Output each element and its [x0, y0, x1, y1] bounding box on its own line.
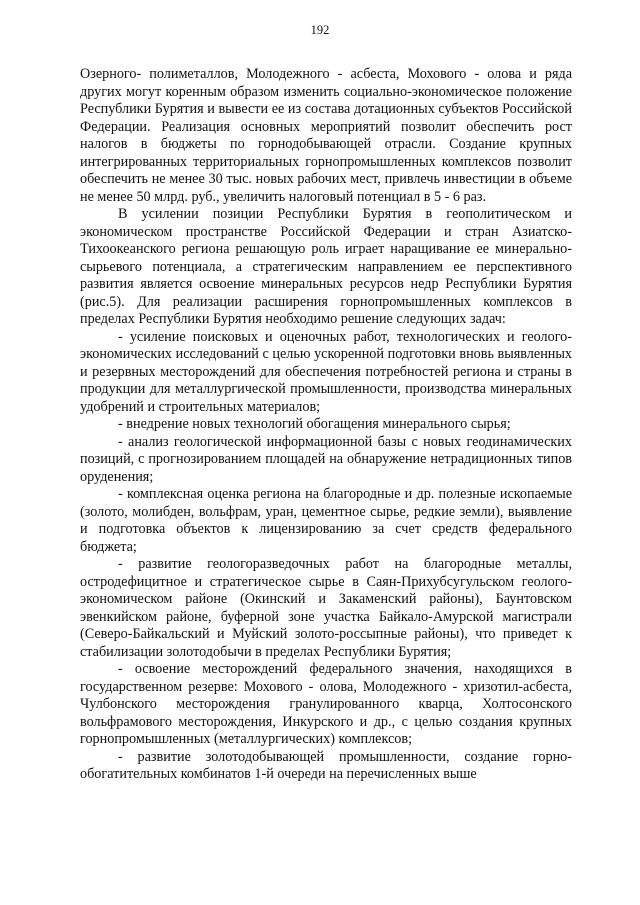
page-number: 192 — [310, 23, 330, 37]
list-item-exploration: - усиление поисковых и оценочных работ, технологических и геолого-экономических исследований с целью ускоренной подготовки вновь выявленных и резервных месторождений для обеспечения потребностей региона и страны в продукции для металлургической промышленности, производства минеральных удобрений и строительных материалов; — [80, 328, 572, 415]
list-item-technologies: - внедрение новых технологий обогащения минерального сырья; — [118, 416, 511, 432]
document-body — [80, 66, 572, 784]
paragraph-intro: В усилении позиции Республики Бурятия в геополитическом и экономическом пространстве Российской Федерации и стран Азиатско-Тихоокеанского региона решающую роль играет наращивание ее минерально-сырьевого потенциала, а стратегическим направлением ее перспективного развития является освоение минеральных ресурсов недр Республики Бурятия (рис.5). Для реализации расширения горнопромышленных комплексов в пределах Республики Бурятия необходимо решение следующих задач: — [80, 206, 572, 327]
list-item-geological-works: - развитие геологоразведочных работ на благородные металлы, остродефицитное и стратегическое сырье в Саян-Прихубсугульском геолого-экономическом районе (Окинский и Закаменский районы), Баунтовском эвенкийском районе, буферной зоне участка Байкало-Амурской магистрали (Северо-Байкальский и Муйский золото-россыпные районы), что приведет к стабилизации золотодобычи в пределах Республики Бурятия; — [80, 556, 572, 660]
list-item-analysis: - анализ геологической информационной базы с новых геодинамических позиций, с прогнозированием площадей на обнаружение нетрадиционных типов оруденения; — [80, 433, 572, 485]
list-item-deposits: - освоение месторождений федерального значения, находящихся в государственном резерве: Мохового - олова, Молодежного - хризотил-асбеста, Чулбонского месторождения гранулированного кварца, Холтосонского вольфрамового месторождения, Инкурского и др., с целью создания крупных горнопромышленных (металлургических) комплексов; — [80, 661, 572, 747]
list-item-gold-mining: - развитие золотодобывающей промышленности, создание горно-обогатительных комбинатов 1-й очереди на перечисленных выше — [80, 748, 572, 782]
paragraph-continuation: Озерного- полиметаллов, Молодежного - асбеста, Мохового - олова и ряда других могут коренным образом изменить социально-экономическое положение Республики Бурятия и вывести ее из состава дотационных субъектов Российской Федерации. Реализация основных мероприятий позволит обеспечить рост налогов в бюджеты по горнодобывающей отрасли. Создание крупных интегрированных территориальных горнопромышленных комплексов позволит обеспечить не менее 30 тыс. новых рабочих мест, привлечь инвестиции в объеме не менее 50 млрд. руб., увеличить налоговый потенциал в 5 - 6 раз. — [80, 66, 572, 205]
list-item-assessment: - комплексная оценка региона на благородные и др. полезные ископаемые (золото, молибден, вольфрам, уран, цементное сырье, редкие земли), выявление и подготовка объектов к лицензированию за счет средств федерального бюджета; — [80, 486, 572, 555]
